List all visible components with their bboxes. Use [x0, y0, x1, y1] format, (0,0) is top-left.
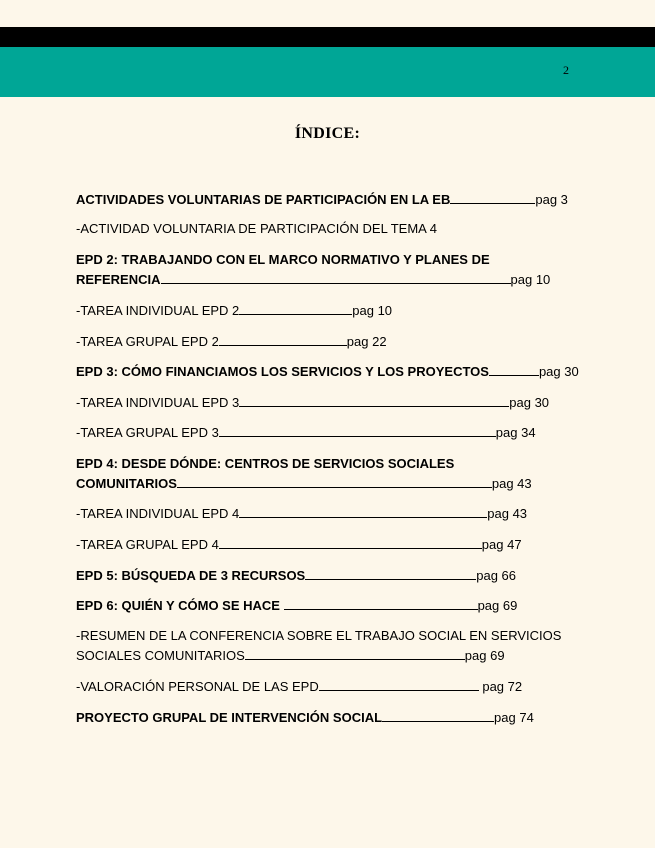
toc-entry-text: EPD 4: DESDE DÓNDE: CENTROS DE SERVICIOS SOCIALES — [76, 456, 455, 471]
toc-entry-page: pag 30 — [509, 395, 550, 410]
toc-entry-text: EPD 5: BÚSQUEDA DE 3 RECURSOS — [76, 568, 306, 583]
toc-entry-page: pag 66 — [476, 568, 516, 583]
toc-entry[interactable] — [76, 393, 596, 413]
toc-entry[interactable] — [76, 332, 596, 352]
leader-line — [161, 270, 511, 284]
toc-entry-page: pag 22 — [346, 334, 387, 349]
leader-line — [450, 190, 535, 204]
header-top-bar — [0, 27, 655, 47]
leader-line — [219, 332, 347, 346]
toc-entry-text: -TAREA INDIVIDUAL EPD 3 — [76, 395, 240, 410]
toc-entry-text: -TAREA GRUPAL EPD 2 — [76, 334, 219, 349]
toc-entry-text: -TAREA GRUPAL EPD 4 — [76, 537, 219, 552]
toc-entry-page: pag 43 — [487, 506, 528, 521]
toc-entry-page: pag 3 — [535, 192, 568, 207]
toc-entry[interactable] — [76, 677, 596, 697]
leader-line — [245, 646, 465, 660]
toc-entry[interactable] — [76, 708, 596, 728]
toc-entry-page: pag 30 — [538, 364, 579, 379]
leader-line — [219, 423, 496, 437]
toc-entry-page: pag 10 — [510, 272, 551, 287]
toc-entry[interactable] — [76, 535, 596, 555]
toc-entry-page: pag 47 — [481, 537, 522, 552]
toc-entry-text: SOCIALES COMUNITARIOS — [76, 648, 245, 663]
toc-entry-text: COMUNITARIOS — [76, 476, 177, 491]
toc-entry-text: -ACTIVIDAD VOLUNTARIA DE PARTICIPACIÓN DEL TEMA 4 — [76, 221, 437, 236]
index-title: ÍNDICE: — [294, 125, 361, 142]
leader-line — [239, 393, 509, 407]
toc-entry-text: EPD 3: CÓMO FINANCIAMOS LOS SERVICIOS Y LOS PROYECTOS — [76, 364, 489, 379]
page-number: 2 — [563, 63, 569, 77]
toc-entry-text: -VALORACIÓN PERSONAL DE LAS EPD — [76, 679, 319, 694]
toc-entry[interactable] — [76, 454, 596, 494]
toc-entry[interactable] — [76, 301, 596, 321]
toc-entry[interactable] — [76, 423, 596, 443]
toc-entry-text: REFERENCIA — [76, 272, 161, 287]
leader-line — [305, 566, 476, 580]
toc-entry[interactable] — [76, 362, 596, 382]
toc-entry-page: pag 69 — [464, 648, 505, 663]
toc-entry-page: pag 34 — [495, 425, 536, 440]
toc-entry-page: pag 69 — [477, 598, 518, 613]
toc-entry-text: -TAREA GRUPAL EPD 3 — [76, 425, 219, 440]
toc-entry-text: PROYECTO GRUPAL DE INTERVENCIÓN SOCIAL — [76, 710, 383, 725]
leader-line — [382, 708, 494, 722]
toc-entry-text: EPD 6: QUIÉN Y CÓMO SE HACE — [76, 598, 284, 613]
toc-entry-text: EPD 2: TRABAJANDO CON EL MARCO NORMATIVO Y PLANES DE — [76, 252, 490, 267]
leader-line — [239, 504, 487, 518]
toc-entry[interactable] — [76, 566, 596, 586]
leader-line — [219, 535, 482, 549]
toc-entry[interactable] — [76, 626, 596, 666]
toc-entry[interactable] — [76, 596, 596, 616]
toc-entry[interactable] — [76, 504, 596, 524]
leader-line — [284, 596, 478, 610]
toc-entry-text: -RESUMEN DE LA CONFERENCIA SOBRE EL TRABAJO SOCIAL EN SERVICIOS — [76, 628, 562, 643]
toc-entry-page: pag 10 — [352, 303, 393, 318]
toc-entry[interactable] — [76, 219, 596, 239]
toc-entry-text: -TAREA INDIVIDUAL EPD 4 — [76, 506, 240, 521]
leader-line — [319, 677, 479, 691]
toc-entry[interactable] — [76, 250, 596, 290]
toc-entry[interactable] — [76, 190, 596, 210]
toc-entry-page: pag 43 — [491, 476, 532, 491]
toc-entry-page: pag 74 — [494, 710, 534, 725]
toc-entry-text: -TAREA INDIVIDUAL EPD 2 — [76, 303, 240, 318]
leader-line — [489, 362, 539, 376]
toc-entry-page: pag 72 — [478, 679, 523, 694]
leader-line — [177, 474, 492, 488]
leader-line — [239, 301, 352, 315]
toc-entry-text: ACTIVIDADES VOLUNTARIAS DE PARTICIPACIÓN EN LA EB — [76, 192, 451, 207]
